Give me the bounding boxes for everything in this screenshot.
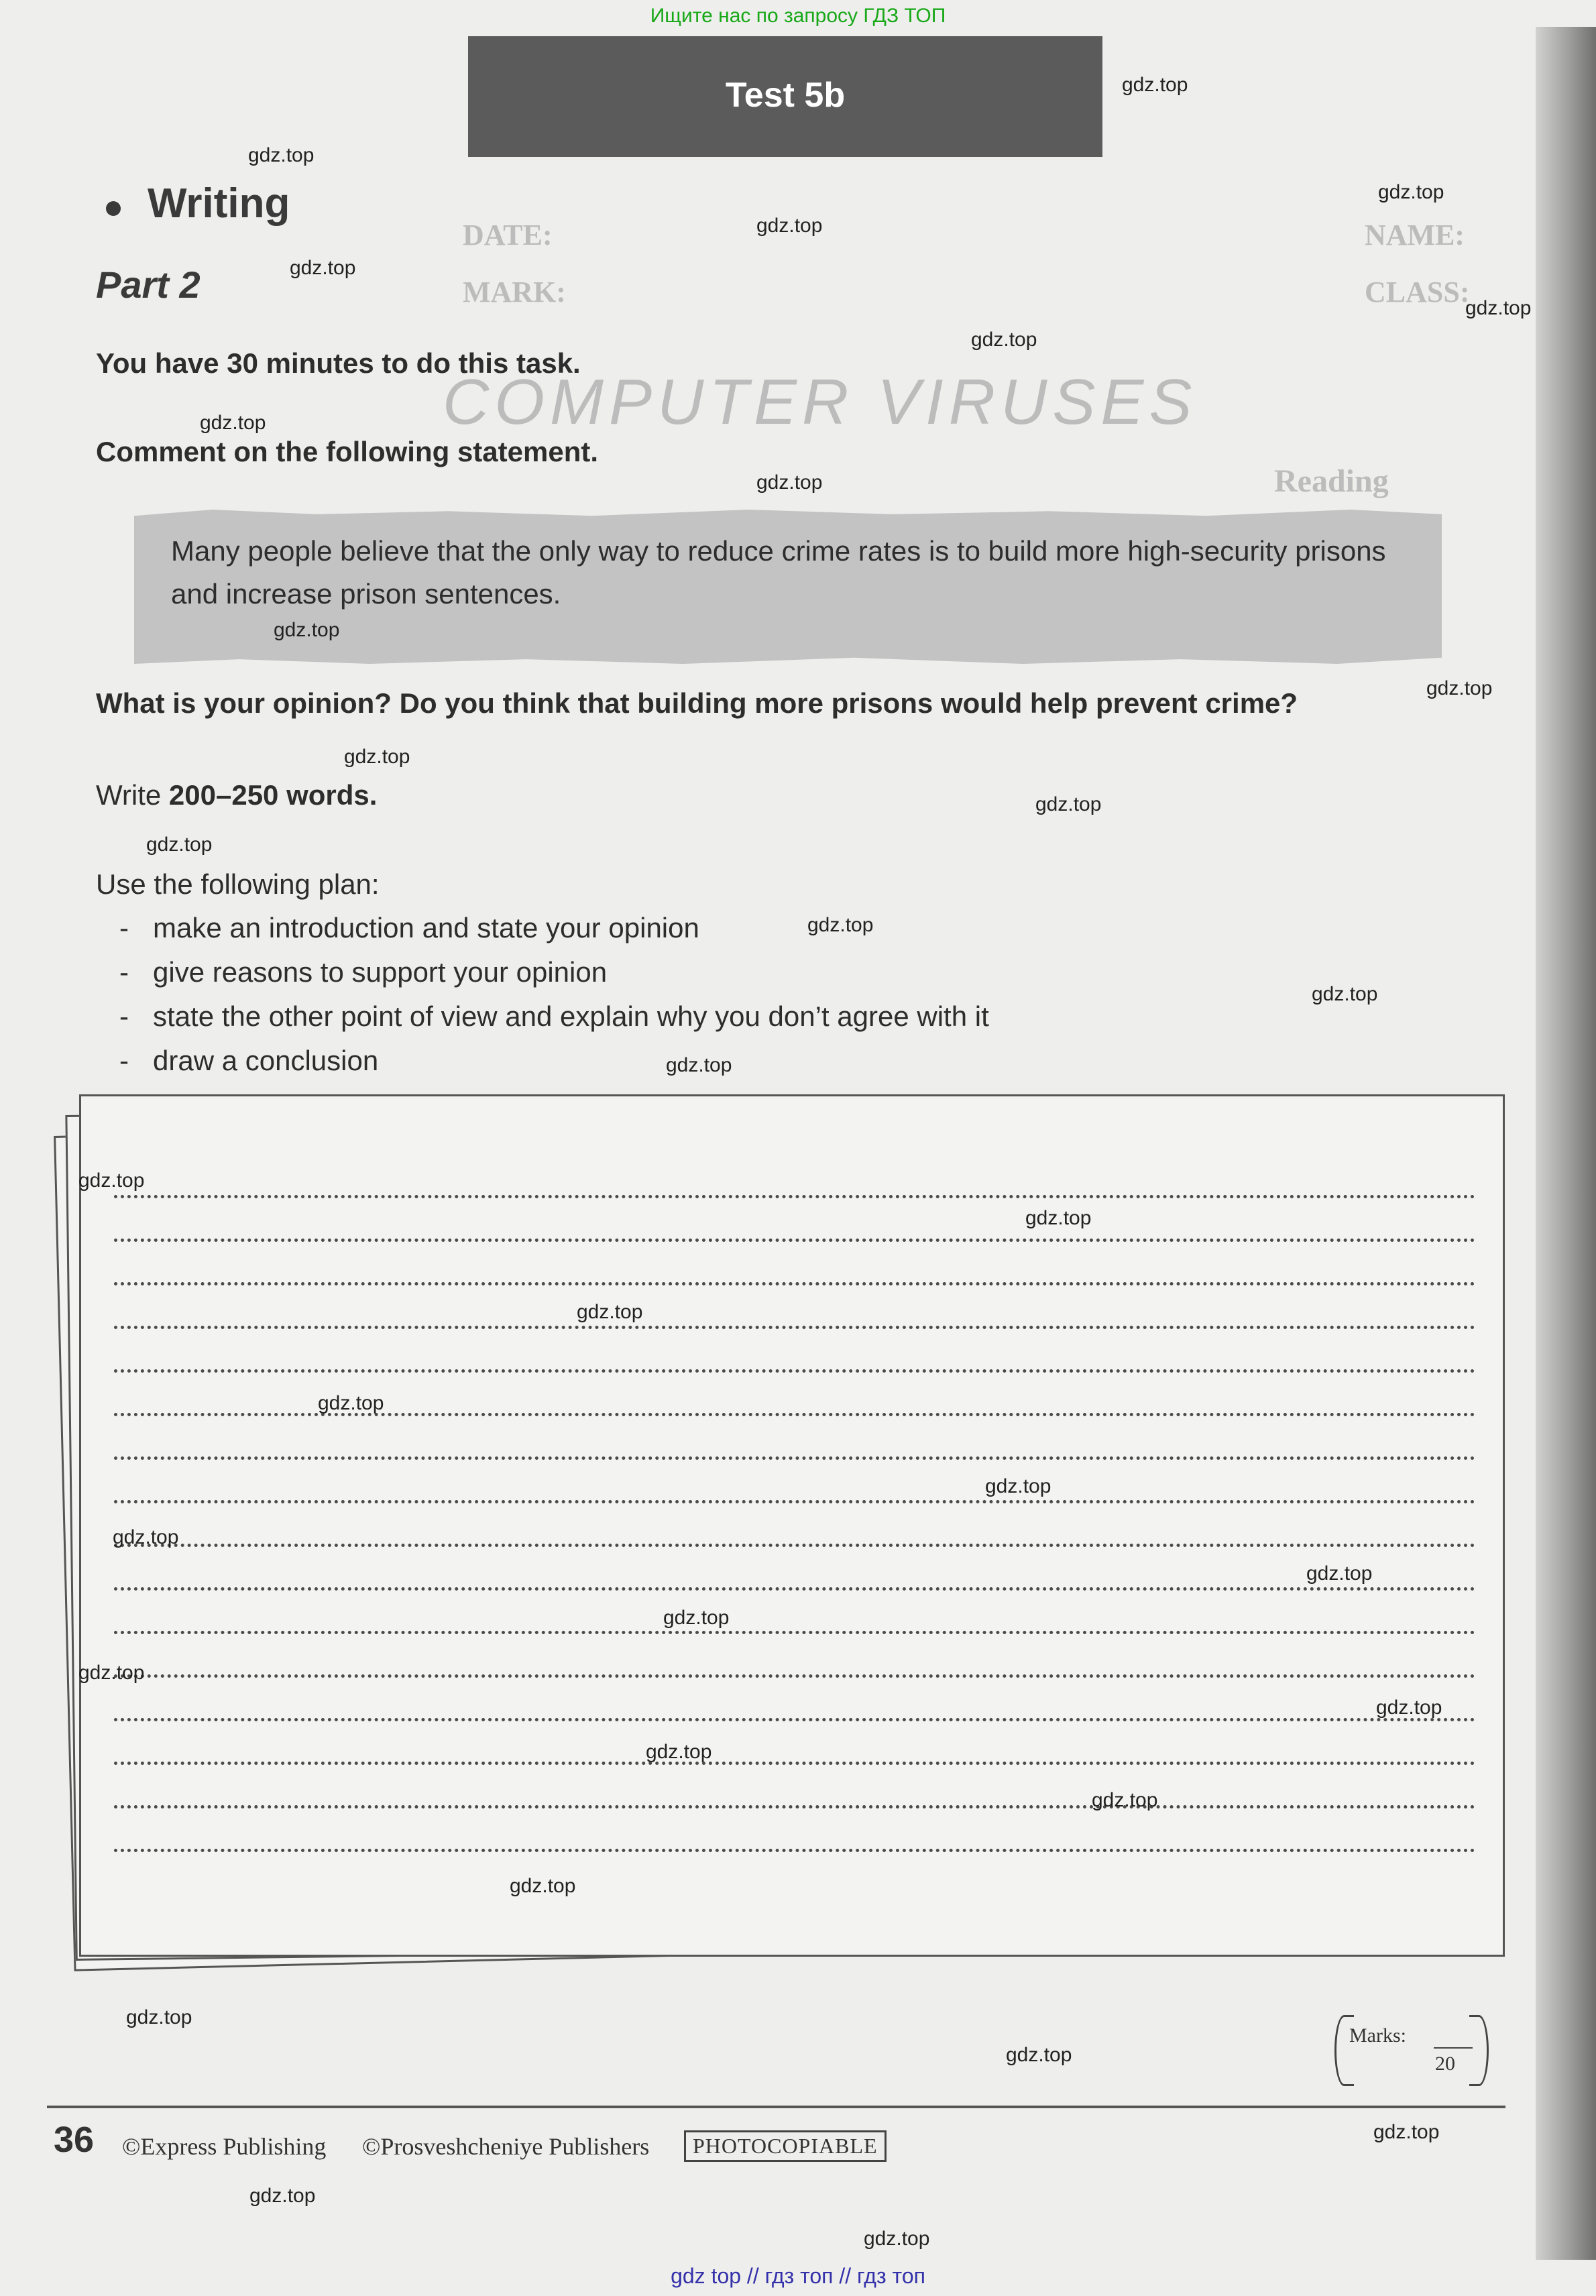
watermark: gdz.top: [577, 1301, 643, 1323]
writing-line[interactable]: [114, 1849, 1475, 1852]
watermark: gdz.top: [1092, 1789, 1158, 1811]
watermark: gdz.top: [344, 746, 410, 768]
writing-line[interactable]: [114, 1282, 1475, 1285]
writing-line[interactable]: [114, 1544, 1475, 1547]
writing-line[interactable]: [114, 1456, 1475, 1460]
writing-line[interactable]: [114, 1369, 1475, 1373]
writing-line[interactable]: [114, 1326, 1475, 1329]
watermark: gdz.top: [663, 1607, 730, 1629]
watermark: gdz.top: [318, 1392, 384, 1414]
footer-divider: [47, 2106, 1505, 2108]
publisher-credit-2: ©Prosveshcheniye Publishers: [362, 2133, 650, 2160]
watermark: gdz.top: [249, 2185, 316, 2207]
watermark: gdz.top: [248, 144, 315, 166]
section-title: Writing: [148, 180, 290, 227]
bleed-mark: MARK:: [463, 276, 566, 308]
part-title: Part 2: [96, 264, 201, 306]
marks-label: Marks:: [1349, 2024, 1406, 2047]
plan-intro: Use the following plan:: [96, 868, 380, 900]
bleed-heading: COMPUTER VIRUSES: [443, 366, 1198, 438]
page-number: 36: [54, 2120, 95, 2160]
writing-line[interactable]: [114, 1195, 1475, 1198]
watermark: gdz.top: [1312, 983, 1378, 1005]
plan-item: - state the other point of view and explain why you don’t agree with it: [119, 1000, 989, 1032]
top-banner[interactable]: Ищите нас по запросу ГДЗ ТОП: [650, 5, 946, 27]
photocopiable-label: PHOTOCOPIABLE: [684, 2130, 887, 2162]
writing-line[interactable]: [114, 1674, 1475, 1678]
watermark: gdz.top: [807, 914, 874, 936]
watermark: gdz.top: [756, 471, 823, 494]
marks-total: 20: [1435, 2053, 1455, 2075]
plan-item-label: give reasons to support your opinion: [153, 956, 608, 988]
write-prefix: Write: [96, 779, 169, 811]
writing-line[interactable]: [114, 1500, 1475, 1503]
word-count: 200–250 words.: [168, 779, 378, 811]
writing-line[interactable]: [114, 1762, 1475, 1765]
bullet-icon: [106, 201, 121, 216]
plan-item: - give reasons to support your opinion: [119, 956, 608, 988]
writing-line[interactable]: [114, 1631, 1475, 1634]
watermark: gdz.top: [78, 1169, 145, 1192]
bleed-name: NAME:: [1365, 219, 1465, 251]
watermark: gdz.top: [113, 1526, 179, 1548]
plan-item-label: draw a conclusion: [153, 1045, 379, 1076]
page-edge: [1536, 27, 1596, 2260]
watermark: gdz.top: [1122, 74, 1188, 96]
test-title: Test 5b: [725, 76, 846, 115]
plan-item-label: state the other point of view and explain why you don’t agree with it: [153, 1000, 989, 1032]
word-count-instruction: [96, 779, 377, 811]
watermark: gdz.top: [1025, 1207, 1092, 1229]
bleed-reading: Reading: [1274, 463, 1389, 499]
watermark: gdz.top: [126, 2006, 192, 2028]
watermark: gdz.top: [985, 1475, 1051, 1497]
bottom-banner[interactable]: gdz top // гдз топ // гдз топ: [671, 2264, 925, 2288]
watermark: gdz.top: [1376, 1697, 1442, 1719]
writing-line[interactable]: [114, 1239, 1475, 1242]
watermark: gdz.top: [971, 329, 1037, 351]
watermark: gdz.top: [510, 1875, 576, 1897]
plan-item: - make an introduction and state your opinion: [119, 912, 699, 943]
writing-area[interactable]: [80, 1094, 1501, 1966]
watermark: gdz.top: [1373, 2121, 1440, 2143]
writing-line[interactable]: [114, 1805, 1475, 1809]
watermark: gdz.top: [146, 834, 213, 856]
question-text: What is your opinion? Do you think that building more prisons would help prevent crime?: [96, 687, 1298, 719]
watermark: gdz.top: [1465, 297, 1532, 319]
bleed-date: DATE:: [463, 219, 553, 251]
plan-item-label: make an introduction and state your opinion: [153, 912, 699, 943]
watermark: gdz.top: [1306, 1562, 1373, 1585]
plan-item: - draw a conclusion: [119, 1045, 379, 1076]
watermark: gdz.top: [200, 412, 266, 434]
watermark: gdz.top: [78, 1662, 145, 1684]
watermark: gdz.top: [1035, 793, 1102, 815]
marks-box: [1334, 2015, 1489, 2089]
comment-instruction: Comment on the following statement.: [96, 436, 599, 467]
watermark: gdz.top: [1006, 2044, 1072, 2066]
watermark: gdz.top: [1426, 677, 1493, 699]
writing-line[interactable]: [114, 1718, 1475, 1721]
watermark: gdz.top: [290, 257, 356, 279]
writing-line[interactable]: [114, 1587, 1475, 1591]
publisher-credit-1: ©Express Publishing: [122, 2133, 327, 2160]
statement-text: Many people believe that the only way to reduce crime rates is to build more high-security prisons and increase prison sentences.: [171, 535, 1386, 610]
watermark: gdz.top: [1378, 181, 1444, 203]
watermark: gdz.top: [864, 2228, 930, 2250]
time-instruction: You have 30 minutes to do this task.: [96, 347, 581, 379]
watermark: gdz.top: [756, 215, 823, 237]
watermark: gdz.top: [274, 619, 340, 641]
bleed-class: CLASS:: [1365, 276, 1470, 308]
watermark: gdz.top: [666, 1054, 732, 1076]
watermark: gdz.top: [646, 1741, 712, 1763]
